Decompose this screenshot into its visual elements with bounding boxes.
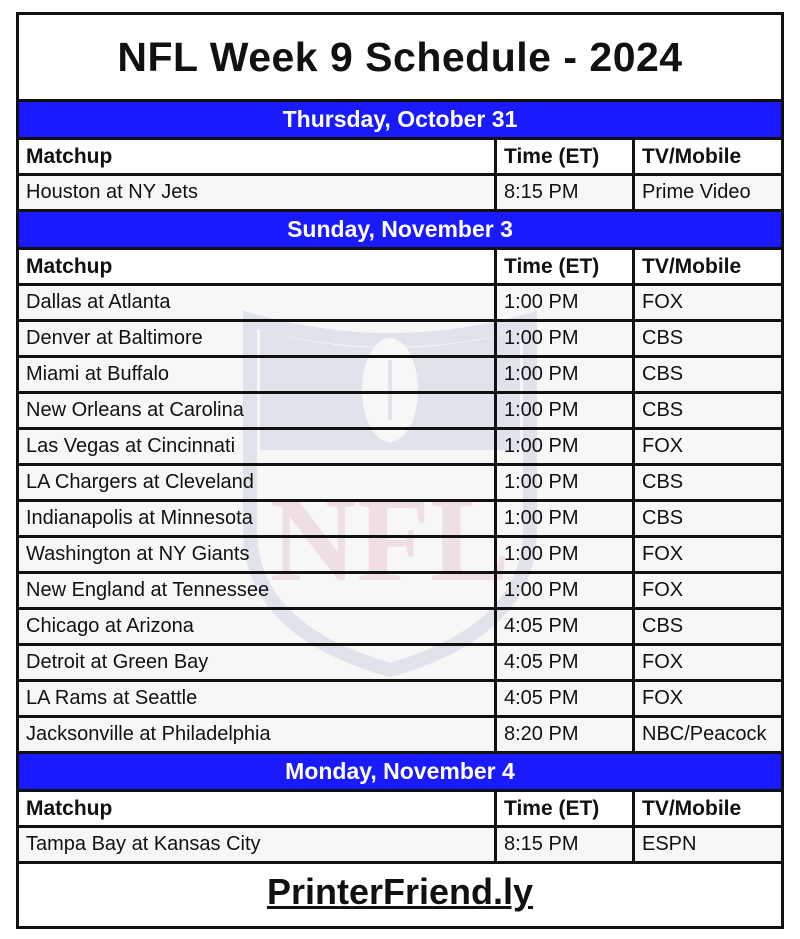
- tv-cell: FOX: [635, 574, 781, 607]
- matchup-cell: Jacksonville at Philadelphia: [19, 718, 497, 751]
- tv-cell: FOX: [635, 286, 781, 319]
- tv-cell: NBC/Peacock: [635, 718, 781, 751]
- time-cell: 8:15 PM: [497, 176, 635, 209]
- column-header-row: [19, 140, 781, 176]
- time-cell: 8:15 PM: [497, 828, 635, 861]
- tv-cell: Prime Video: [635, 176, 781, 209]
- column-header-row: [19, 792, 781, 828]
- tv-cell: CBS: [635, 322, 781, 355]
- time-cell: 1:00 PM: [497, 358, 635, 391]
- time-cell: 1:00 PM: [497, 502, 635, 535]
- schedule-frame: [16, 12, 784, 929]
- time-cell: 4:05 PM: [497, 610, 635, 643]
- game-row: [19, 538, 781, 574]
- matchup-cell: Las Vegas at Cincinnati: [19, 430, 497, 463]
- tv-cell: CBS: [635, 466, 781, 499]
- column-header-matchup: Matchup: [19, 250, 497, 283]
- game-row: [19, 176, 781, 212]
- time-cell: 4:05 PM: [497, 646, 635, 679]
- column-header-time: Time (ET): [497, 250, 635, 283]
- column-header-matchup: Matchup: [19, 140, 497, 173]
- game-row: [19, 502, 781, 538]
- game-row: [19, 394, 781, 430]
- column-header-time: Time (ET): [497, 792, 635, 825]
- tv-cell: CBS: [635, 394, 781, 427]
- tv-cell: FOX: [635, 646, 781, 679]
- matchup-cell: Denver at Baltimore: [19, 322, 497, 355]
- day-header: Thursday, October 31: [19, 102, 781, 140]
- schedule-table: [19, 102, 781, 864]
- tv-cell: FOX: [635, 430, 781, 463]
- tv-cell: ESPN: [635, 828, 781, 861]
- time-cell: 1:00 PM: [497, 538, 635, 571]
- tv-cell: CBS: [635, 358, 781, 391]
- game-row: [19, 358, 781, 394]
- day-header: Monday, November 4: [19, 754, 781, 792]
- column-header-matchup: Matchup: [19, 792, 497, 825]
- matchup-cell: Chicago at Arizona: [19, 610, 497, 643]
- game-row: [19, 610, 781, 646]
- game-row: [19, 828, 781, 864]
- time-cell: 1:00 PM: [497, 466, 635, 499]
- game-row: [19, 430, 781, 466]
- tv-cell: CBS: [635, 502, 781, 535]
- tv-cell: CBS: [635, 610, 781, 643]
- day-header: Sunday, November 3: [19, 212, 781, 250]
- game-row: [19, 466, 781, 502]
- tv-cell: FOX: [635, 682, 781, 715]
- time-cell: 1:00 PM: [497, 286, 635, 319]
- time-cell: 1:00 PM: [497, 574, 635, 607]
- column-header-tv: TV/Mobile: [642, 254, 742, 278]
- column-header-tv: TV/Mobile: [642, 796, 742, 820]
- time-cell: 1:00 PM: [497, 394, 635, 427]
- footer-link[interactable]: PrinterFriend.ly: [266, 871, 534, 912]
- time-cell: 1:00 PM: [497, 430, 635, 463]
- matchup-cell: Houston at NY Jets: [19, 176, 497, 209]
- matchup-cell: New England at Tennessee: [19, 574, 497, 607]
- game-row: [19, 574, 781, 610]
- game-row: [19, 286, 781, 322]
- matchup-cell: LA Chargers at Cleveland: [19, 466, 497, 499]
- tv-cell: FOX: [635, 538, 781, 571]
- matchup-cell: Tampa Bay at Kansas City: [19, 828, 497, 861]
- column-header-tv: TV/Mobile: [642, 144, 742, 168]
- game-row: [19, 682, 781, 718]
- time-cell: 1:00 PM: [497, 322, 635, 355]
- page-title: NFL Week 9 Schedule - 2024: [19, 15, 781, 102]
- matchup-cell: Dallas at Atlanta: [19, 286, 497, 319]
- matchup-cell: Detroit at Green Bay: [19, 646, 497, 679]
- time-cell: 8:20 PM: [497, 718, 635, 751]
- matchup-cell: Miami at Buffalo: [19, 358, 497, 391]
- matchup-cell: Washington at NY Giants: [19, 538, 497, 571]
- game-row: [19, 322, 781, 358]
- time-cell: 4:05 PM: [497, 682, 635, 715]
- column-header-row: [19, 250, 781, 286]
- matchup-cell: Indianapolis at Minnesota: [19, 502, 497, 535]
- game-row: [19, 646, 781, 682]
- game-row: [19, 718, 781, 754]
- column-header-time: Time (ET): [497, 140, 635, 173]
- matchup-cell: New Orleans at Carolina: [19, 394, 497, 427]
- matchup-cell: LA Rams at Seattle: [19, 682, 497, 715]
